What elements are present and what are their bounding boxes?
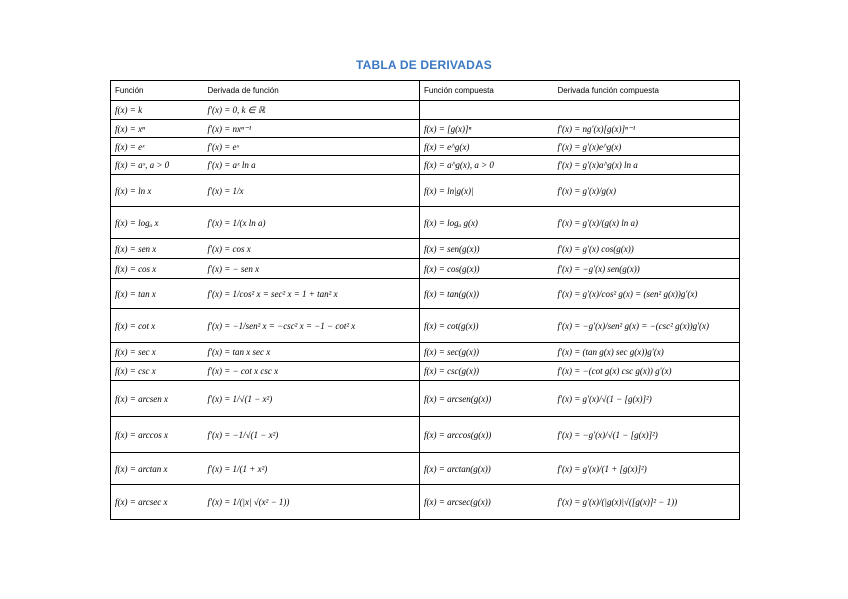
derivative-cell: f′(x) = 1/(1 + x²) bbox=[204, 453, 420, 485]
composite-derivative-cell: f′(x) = g′(x)/cos² g(x) = (sen² g(x))g′(x) bbox=[554, 279, 740, 309]
derivative-cell: f′(x) = 1/cos² x = sec² x = 1 + tan² x bbox=[204, 279, 420, 309]
table-row bbox=[111, 138, 740, 156]
composite-derivative-cell: f′(x) = −(cot g(x) csc g(x)) g′(x) bbox=[554, 362, 740, 381]
composite-function-cell: f(x) = sen(g(x)) bbox=[420, 239, 554, 259]
composite-derivative-cell: f′(x) = g′(x)/g(x) bbox=[554, 175, 740, 207]
composite-derivative-cell: f′(x) = −g′(x) sen(g(x)) bbox=[554, 259, 740, 279]
table-row bbox=[111, 259, 740, 279]
composite-function-cell: f(x) = cos(g(x)) bbox=[420, 259, 554, 279]
table-row bbox=[111, 239, 740, 259]
table-header-row bbox=[111, 81, 740, 101]
composite-derivative-cell: f′(x) = g′(x)/(1 + [g(x)]²) bbox=[554, 453, 740, 485]
composite-derivative-cell: f′(x) = g′(x) cos(g(x)) bbox=[554, 239, 740, 259]
composite-derivative-cell: f′(x) = g′(x)/(|g(x)|√([g(x)]² − 1)) bbox=[554, 485, 740, 520]
function-cell: f(x) = ln x bbox=[111, 175, 204, 207]
composite-derivative-cell: f′(x) = −g′(x)/sen² g(x) = −(csc² g(x))g′(x) bbox=[554, 309, 740, 343]
function-cell: f(x) = aˣ, a > 0 bbox=[111, 156, 204, 175]
composite-function-cell: f(x) = a^g(x), a > 0 bbox=[420, 156, 554, 175]
function-cell: f(x) = tan x bbox=[111, 279, 204, 309]
derivative-cell: f′(x) = 0, k ∈ ℝ bbox=[204, 101, 420, 120]
function-cell: f(x) = arcsen x bbox=[111, 381, 204, 417]
composite-function-cell: f(x) = [g(x)]ⁿ bbox=[420, 120, 554, 138]
composite-derivative-cell: f′(x) = g′(x)/√(1 − [g(x)]²) bbox=[554, 381, 740, 417]
table-row bbox=[111, 101, 740, 120]
table-row bbox=[111, 485, 740, 520]
table-row bbox=[111, 309, 740, 343]
derivative-cell: f′(x) = −1/√(1 − x²) bbox=[204, 417, 420, 453]
derivative-cell: f′(x) = nxⁿ⁻¹ bbox=[204, 120, 420, 138]
function-cell: f(x) = arccos x bbox=[111, 417, 204, 453]
composite-derivative-cell bbox=[554, 101, 740, 120]
derivative-cell: f′(x) = tan x sec x bbox=[204, 343, 420, 362]
composite-function-cell: f(x) = logₐ g(x) bbox=[420, 207, 554, 239]
function-cell: f(x) = arcsec x bbox=[111, 485, 204, 520]
composite-function-cell bbox=[420, 101, 554, 120]
header-derivada-compuesta: Derivada función compuesta bbox=[554, 81, 740, 101]
function-cell: f(x) = eˣ bbox=[111, 138, 204, 156]
table-body bbox=[111, 101, 740, 520]
table-row bbox=[111, 453, 740, 485]
composite-function-cell: f(x) = arcsen(g(x)) bbox=[420, 381, 554, 417]
header-funcion: Función bbox=[111, 81, 204, 101]
composite-derivative-cell: f′(x) = g′(x)e^g(x) bbox=[554, 138, 740, 156]
derivative-cell: f′(x) = aˣ ln a bbox=[204, 156, 420, 175]
composite-derivative-cell: f′(x) = g′(x)a^g(x) ln a bbox=[554, 156, 740, 175]
function-cell: f(x) = cot x bbox=[111, 309, 204, 343]
header-funcion-compuesta: Función compuesta bbox=[420, 81, 554, 101]
table-row bbox=[111, 175, 740, 207]
derivative-cell: f′(x) = 1/(x ln a) bbox=[204, 207, 420, 239]
composite-function-cell: f(x) = arcsec(g(x)) bbox=[420, 485, 554, 520]
function-cell: f(x) = logₐ x bbox=[111, 207, 204, 239]
table-row bbox=[111, 279, 740, 309]
derivative-cell: f′(x) = −1/sen² x = −csc² x = −1 − cot² x bbox=[204, 309, 420, 343]
table-row bbox=[111, 156, 740, 175]
function-cell: f(x) = xⁿ bbox=[111, 120, 204, 138]
composite-function-cell: f(x) = arccos(g(x)) bbox=[420, 417, 554, 453]
header-derivada: Derivada de función bbox=[204, 81, 420, 101]
composite-derivative-cell: f′(x) = (tan g(x) sec g(x))g′(x) bbox=[554, 343, 740, 362]
function-cell: f(x) = sec x bbox=[111, 343, 204, 362]
derivative-cell: f′(x) = 1/(|x| √(x² − 1)) bbox=[204, 485, 420, 520]
composite-derivative-cell: f′(x) = ng′(x)[g(x)]ⁿ⁻¹ bbox=[554, 120, 740, 138]
function-cell: f(x) = arctan x bbox=[111, 453, 204, 485]
composite-function-cell: f(x) = csc(g(x)) bbox=[420, 362, 554, 381]
derivative-cell: f′(x) = eˣ bbox=[204, 138, 420, 156]
composite-function-cell: f(x) = e^g(x) bbox=[420, 138, 554, 156]
composite-function-cell: f(x) = cot(g(x)) bbox=[420, 309, 554, 343]
composite-function-cell: f(x) = arctan(g(x)) bbox=[420, 453, 554, 485]
table-row bbox=[111, 381, 740, 417]
derivative-cell: f′(x) = 1/x bbox=[204, 175, 420, 207]
composite-function-cell: f(x) = sec(g(x)) bbox=[420, 343, 554, 362]
table-row bbox=[111, 417, 740, 453]
function-cell: f(x) = sen x bbox=[111, 239, 204, 259]
table-row bbox=[111, 120, 740, 138]
table-row bbox=[111, 207, 740, 239]
function-cell: f(x) = k bbox=[111, 101, 204, 120]
composite-derivative-cell: f′(x) = g′(x)/(g(x) ln a) bbox=[554, 207, 740, 239]
function-cell: f(x) = cos x bbox=[111, 259, 204, 279]
composite-function-cell: f(x) = ln|g(x)| bbox=[420, 175, 554, 207]
table-row bbox=[111, 343, 740, 362]
function-cell: f(x) = csc x bbox=[111, 362, 204, 381]
composite-function-cell: f(x) = tan(g(x)) bbox=[420, 279, 554, 309]
derivative-cell: f′(x) = − cot x csc x bbox=[204, 362, 420, 381]
derivative-cell: f′(x) = 1/√(1 − x²) bbox=[204, 381, 420, 417]
derivatives-table bbox=[110, 80, 740, 520]
table-row bbox=[111, 362, 740, 381]
composite-derivative-cell: f′(x) = −g′(x)/√(1 − [g(x)]²) bbox=[554, 417, 740, 453]
page-title: TABLA DE DERIVADAS bbox=[355, 58, 493, 72]
derivative-cell: f′(x) = − sen x bbox=[204, 259, 420, 279]
derivative-cell: f′(x) = cos x bbox=[204, 239, 420, 259]
